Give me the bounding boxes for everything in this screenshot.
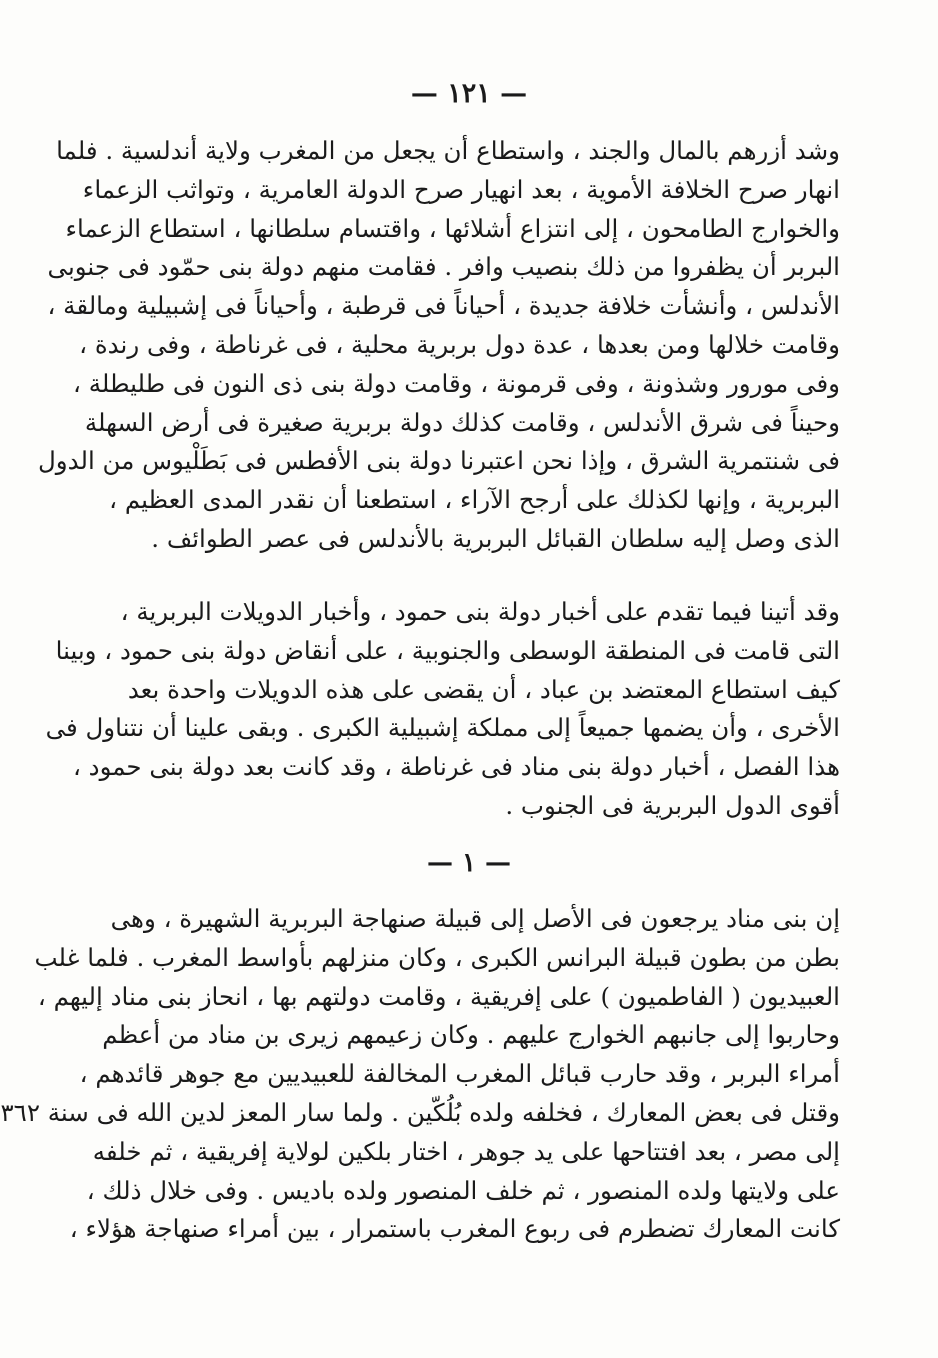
- text-line: إلى مصر ، بعد افتتاحها على يد جوهر ، اختار بلكين لولاية إفريقية ، ثم خلفه: [92, 1136, 840, 1166]
- text-line: على ولايتها ولده المنصور ، ثم خلف المنصور ولده باديس . وفى خلال ذلك ،: [86, 1175, 840, 1205]
- text-line: الأخرى ، وأن يضمها جميعاً إلى مملكة إشبيلية الكبرى . وبقى علينا أن نتناول فى: [45, 713, 840, 743]
- section-number: — ١ —: [426, 848, 512, 878]
- paragraph-3: [0, 900, 840, 1249]
- text-line: بطن من بطون قبيلة البرانس الكبرى ، وكان منزلهم بأواسط المغرب . فلما غلب: [34, 942, 840, 972]
- text-line: وحاربوا إلى جانبهم الخوارج عليهم . وكان زعيمهم زيرى بن مناد من أعظم: [102, 1020, 840, 1050]
- text-line: وقامت خلالها ومن بعدها ، عدة دول بربرية محلية ، فى غرناطة ، وفى رندة ،: [79, 329, 840, 359]
- text-line: وقد أتينا فيما تقدم على أخبار دولة بنى حمود ، وأخبار الدويلات البربرية ،: [120, 597, 840, 626]
- text-line: كانت المعارك تضطرم فى ربوع المغرب باستمرار ، بين أمراء صنهاجة هؤلاء ،: [69, 1214, 840, 1244]
- text-line: والخوارج الطامحون ، إلى انتزاع أشلائها ، واقتسام سلطانها ، استطاع الزعماء: [65, 213, 840, 243]
- text-line: أقوى الدول البربرية فى الجنوب .: [505, 790, 840, 820]
- text-line: وشد أزرهم بالمال والجند ، واستطاع أن يجعل من المغرب ولاية أندلسية . فلما: [56, 136, 840, 165]
- text-line: البربر أن يظفروا من ذلك بنصيب وافر . فقامت منهم دولة بنى حمّود فى جنوبى: [47, 252, 840, 282]
- text-line: الأندلس ، وأنشأت خلافة جديدة ، أحياناً فى قرطبة ، وأحياناً فى إشبيلية ومالقة ،: [47, 291, 840, 321]
- text-line: أمراء البربر ، وقد حارب قبائل المغرب المخالفة للعبيديين مع جوهر قائدهم ،: [79, 1059, 840, 1089]
- text-line: العبيديون ( الفاطميون ) على إفريقية ، وقامت دولتهم بها ، انحاز بنى مناد إليهم ،: [37, 981, 840, 1011]
- text-line: التى قامت فى المنطقة الوسطى والجنوبية ، على أنقاض دولة بنى حمود ، وبينا: [55, 635, 840, 665]
- page-number: — ١٢١ —: [410, 78, 528, 109]
- text-line: هذا الفصل ، أخبار دولة بنى مناد فى غرناطة ، وقد كانت بعد دولة بنى حمود ،: [72, 752, 840, 782]
- text-line: إن بنى مناد يرجعون فى الأصل إلى قبيلة صنهاجة البربرية الشهيرة ، وهى: [110, 904, 840, 933]
- paragraph-2: [45, 593, 840, 826]
- paragraph-1: [38, 132, 840, 559]
- text-line: الذى وصل إليه سلطان القبائل البربرية بالأندلس فى عصر الطوائف .: [151, 523, 840, 553]
- text-line: البربرية ، وإنها لكذلك على أرجح الآراء ، استطعنا أن نقدر المدى العظيم ،: [109, 485, 840, 515]
- text-line: وفى مورور وشذونة ، وفى قرمونة ، وقامت دولة بنى ذى النون فى طليطلة ،: [73, 368, 840, 398]
- text-line: كيف استطاع المعتضد بن عباد ، أن يقضى على هذه الدويلات واحدة بعد: [127, 674, 840, 704]
- text-line: وقتل فى بعض المعارك ، فخلفه ولده بُلُكّين . ولما سار المعز لدين الله فى سنة ٣٦٢: [0, 1097, 840, 1127]
- text-line: انهار صرح الخلافة الأموية ، بعد انهيار صرح الدولة العامرية ، وتواثب الزعماء: [82, 174, 840, 204]
- text-line: فى شنتمرية الشرق ، وإذا نحن اعتبرنا دولة بنى الأفطس فى بَطَلْيوس من الدول: [38, 446, 840, 476]
- text-line: وحيناً فى شرق الأندلس ، وقامت كذلك دولة بربرية صغيرة فى أرض السهلة: [84, 407, 840, 437]
